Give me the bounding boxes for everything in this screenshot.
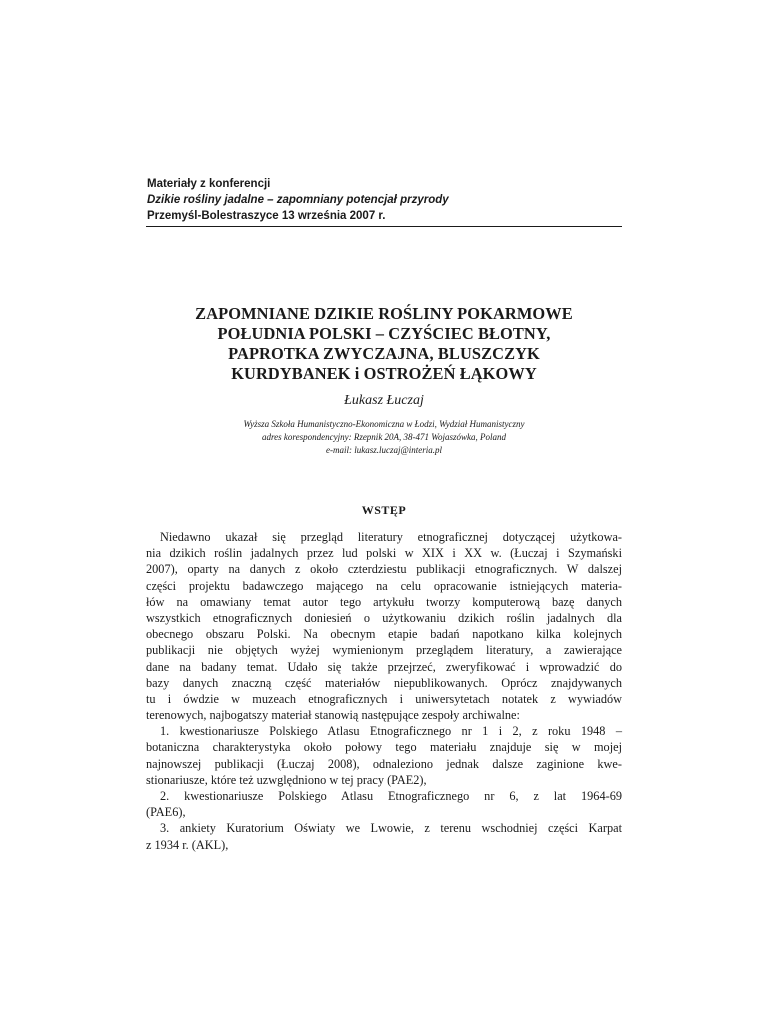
body-line: łów na omawiany temat autor tego artykułu tworzy komputerową bazę danych <box>146 594 622 609</box>
body-line: publikacji nie objętych wyżej wymienionym przeglądem literatury, a zawierające <box>146 643 622 658</box>
header-line-3: Przemyśl-Bolestraszyce 13 września 2007 r. <box>147 210 386 222</box>
body-line: botaniczna charakterystyka około połowy tego materiału znajduje się w mojej <box>146 740 622 755</box>
body-text <box>146 529 622 853</box>
body-line: 2007), oparty na danych z około czterdziestu publikacji etnograficznych. W dalszej <box>146 562 622 577</box>
title-line: KURDYBANEK i OSTROŻEŃ ŁĄKOWY <box>231 364 537 383</box>
conference-header <box>146 176 622 227</box>
body-line: 2. kwestionariusze Polskiego Atlasu Etnograficznego nr 6, z lat 1964-69 <box>160 789 622 803</box>
body-line: Niedawno ukazał się przegląd literatury etnograficznej dotyczącej użytkowa- <box>160 530 622 544</box>
title-line: PAPROTKA ZWYCZAJNA, BLUSZCZYK <box>228 344 540 363</box>
affiliation-line: adres korespondencyjny: Rzepnik 20A, 38-471 Wojaszówka, Poland <box>262 432 506 442</box>
paper-title <box>146 304 622 384</box>
body-line: (PAE6), <box>146 805 186 820</box>
body-line: dane na badany temat. Udało się także przejrzeć, zweryfikować i wprowadzić do <box>146 659 622 674</box>
body-line: wszystkich etnograficznych doniesień o użytkowaniu dzikich roślin jadalnych dla <box>146 610 622 625</box>
document-page <box>146 176 622 853</box>
header-line-1: Materiały z konferencji <box>147 178 271 190</box>
body-line: części projektu badawczego mającego na celu opracowanie istniejących materia- <box>146 578 622 593</box>
email-line: e-mail: lukasz.luczaj@interia.pl <box>325 445 442 455</box>
author-name: Łukasz Łuczaj <box>344 393 424 408</box>
section-heading: WSTĘP <box>361 503 407 517</box>
header-line-2: Dzikie rośliny jadalne – zapomniany potencjał przyrody <box>147 194 449 206</box>
body-line: tu i ówdzie w muzeach etnograficznych i uniwersytetach notatek z wywiadów <box>146 691 622 706</box>
body-line: obecnego obszaru Polski. Na obecnym etapie badań napotkano kilka kolejnych <box>146 627 622 642</box>
body-line: najnowszej publikacji (Łuczaj 2008), odnaleziono jednak dalsze zaginione kwe- <box>146 756 622 771</box>
body-line: nia dzikich roślin jadalnych przez lud polski w XIX i XX w. (Łuczaj i Szymański <box>146 546 622 561</box>
body-line: 1. kwestionariusze Polskiego Atlasu Etnograficznego nr 1 i 2, z roku 1948 – <box>160 724 622 739</box>
body-line: stionariusze, które też uzwględniono w tej pracy (PAE2), <box>146 772 427 787</box>
body-line: bazy danych znaczną część materiałów niepublikowanych. Oprócz znajdywanych <box>146 675 622 690</box>
affiliation-line: Wyższa Szkoła Humanistyczno-Ekonomiczna w Łodzi, Wydział Humanistyczny <box>243 419 525 429</box>
body-line: z 1934 r. (AKL), <box>146 837 229 852</box>
affiliation <box>146 418 622 457</box>
title-line: POŁUDNIA POLSKI – CZYŚCIEC BŁOTNY, <box>217 324 551 343</box>
title-line: ZAPOMNIANE DZIKIE ROŚLINY POKARMOWE <box>195 304 573 323</box>
body-line: 3. ankiety Kuratorium Oświaty we Lwowie, z terenu wschodniej części Karpat <box>160 821 622 836</box>
body-line: terenowych, najbogatszy materiał stanowią następujące zespoły archiwalne: <box>146 708 520 723</box>
